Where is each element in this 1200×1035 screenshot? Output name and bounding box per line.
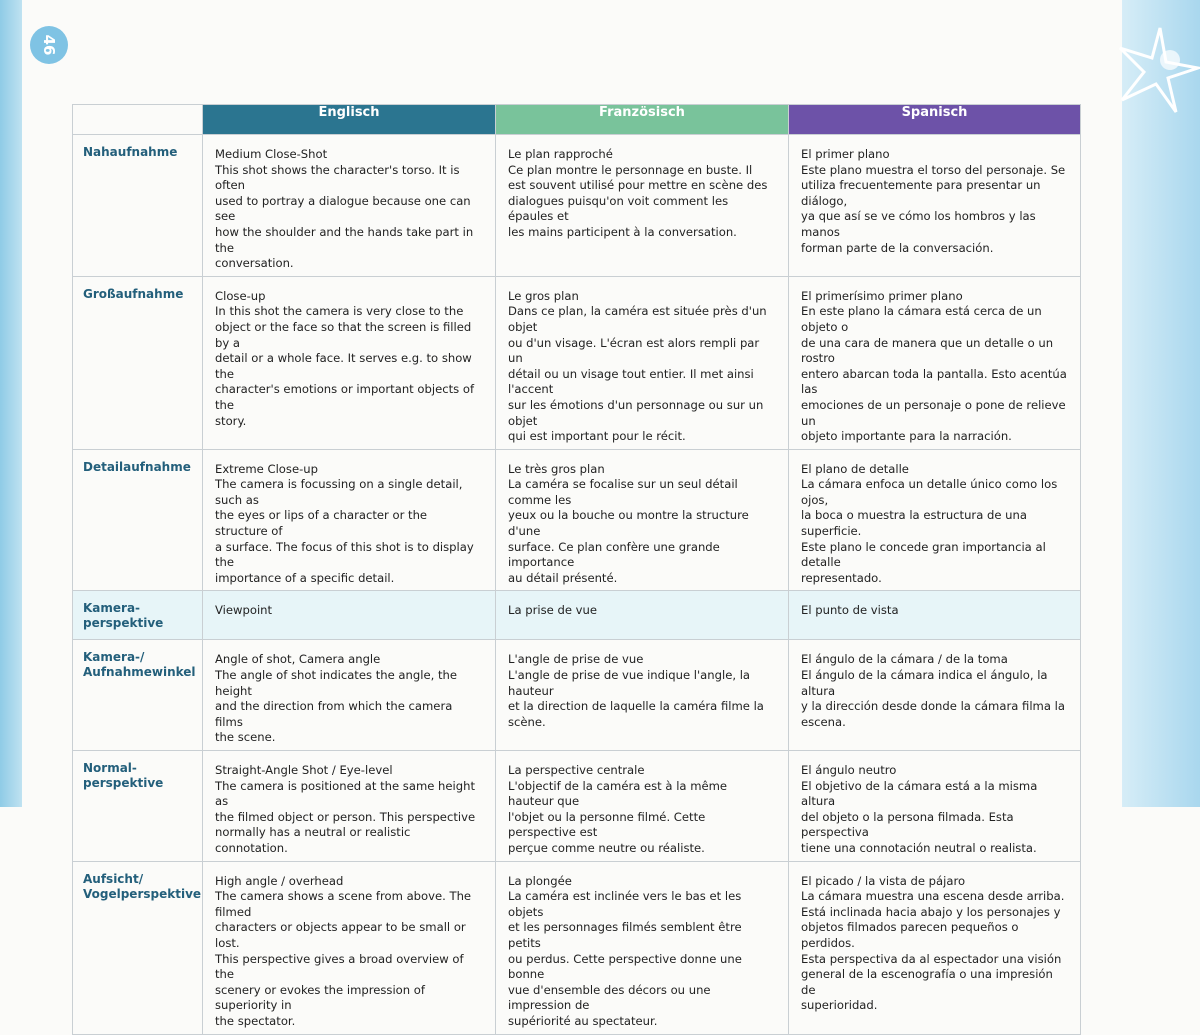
text-line: Ce plan montre le personnage en buste. Il (508, 162, 753, 177)
text-line: Vogelperspektive (83, 886, 202, 901)
header-spanish: Spanisch (789, 105, 1081, 135)
text-line: La perspective centrale (508, 763, 645, 777)
text-line: supériorité au spectateur. (508, 1013, 658, 1028)
french-cell (496, 449, 789, 591)
french-cell (496, 276, 789, 449)
text-line: El picado / la vista de pájaro (801, 873, 966, 888)
text-line: La plongée (508, 873, 572, 888)
text-line: sur les émotions d'un personnage ou sur un objet (508, 397, 764, 428)
text-line: Kamera- (83, 601, 141, 616)
text-line: les mains participent à la conversation. (508, 224, 737, 239)
text-line: L'angle de prise de vue (508, 652, 644, 667)
text-line: the scene. (215, 730, 276, 745)
text-line: En este plano la cámara está cerca de un objeto o (801, 304, 1042, 334)
header-corner (73, 105, 203, 135)
text-line: general de la escenografía o una impresión de (801, 967, 1053, 997)
text-line: Angle of shot, Camera angle (215, 652, 381, 667)
text-line: Großaufnahme (83, 286, 184, 301)
spanish-cell (789, 591, 1081, 640)
spanish-cell (789, 751, 1081, 862)
left-margin-bar (0, 0, 22, 807)
text-line: La cámara enfoca un detalle único como los ojos, (801, 477, 1058, 507)
text-line: The angle of shot indicates the angle, the height (215, 668, 457, 698)
text-line: détail ou un visage tout entier. Il met ainsi l'accent (508, 366, 754, 397)
english-cell (203, 751, 496, 862)
text-line: Aufsicht/ (83, 871, 144, 886)
text-line: El ángulo neutro (801, 763, 897, 777)
spanish-cell (789, 135, 1081, 277)
text-line: The camera is positioned at the same height as (215, 778, 476, 809)
text-line: del objeto o la persona filmada. Esta perspectiva (801, 809, 1014, 840)
text-line: Aufnahmewinkel (83, 665, 196, 680)
text-line: superioridad. (801, 998, 878, 1013)
text-line: La cámara muestra una escena desde arriba. (801, 889, 1065, 904)
text-line: perspektive (83, 616, 164, 631)
spanish-cell (789, 449, 1081, 591)
french-cell (496, 861, 789, 1034)
text-line: normally has a neutral or realistic connotation. (215, 825, 411, 855)
text-line: scène. (508, 714, 546, 729)
text-line: characters or objects appear to be small or lost. (215, 920, 466, 950)
text-line: Dans ce plan, la caméra est située près d'un objet (508, 304, 767, 334)
english-cell (203, 135, 496, 277)
text-line: Close-up (215, 288, 266, 303)
term-cell (73, 276, 203, 449)
text-line: Le très gros plan (508, 461, 605, 476)
text-line: et la direction de laquelle la caméra filme la (508, 699, 764, 714)
header-french: Französisch (496, 105, 789, 135)
text-line: Este plano le concede gran importancia al detalle (801, 539, 1046, 570)
text-line: L'angle de prise de vue indique l'angle, la hauteur (508, 668, 751, 698)
text-line: La caméra est inclinée vers le bas et les objets (508, 889, 742, 919)
text-line: et les personnages filmés semblent être petits (508, 920, 742, 950)
right-margin-bar (1122, 0, 1200, 807)
french-cell (496, 751, 789, 862)
text-line: Normal- (83, 761, 137, 775)
text-line: Extreme Close-up (215, 461, 318, 476)
english-cell (203, 276, 496, 449)
text-line: L'objectif de la caméra est à la même hauteur que (508, 778, 728, 809)
table-row (73, 449, 1081, 591)
header-row (73, 105, 1081, 135)
text-line: ou d'un visage. L'écran est alors rempli par un (508, 335, 760, 366)
text-line: entero abarcan toda la pantalla. Esto acentúa las (801, 366, 1067, 397)
english-cell (203, 640, 496, 751)
table-row (73, 861, 1081, 1034)
text-line: emociones de un personaje o pone de relieve un (801, 397, 1066, 428)
text-line: Le plan rapproché (508, 147, 613, 161)
text-line: conversation. (215, 256, 294, 271)
text-line: l'objet ou la personne filmé. Cette perspective est (508, 809, 706, 840)
text-line: the spectator. (215, 1013, 296, 1028)
text-line: scenery or evokes the impression of superiority in (215, 982, 425, 1013)
text-line: utiliza frecuentemente para presentar un diálogo, (801, 178, 1041, 208)
text-line: The camera is focussing on a single detail, such as (215, 477, 463, 507)
text-line: This shot shows the character's torso. It is often (215, 162, 460, 193)
spanish-cell (789, 640, 1081, 751)
text-line: El primerísimo primer plano (801, 288, 963, 303)
spanish-cell (789, 861, 1081, 1034)
text-line: Esta perspectiva da al espectador una visión (801, 951, 1062, 966)
table-row (73, 276, 1081, 449)
page-number-badge (30, 26, 68, 64)
text-line: Este plano muestra el torso del personaje. Se (801, 162, 1066, 177)
text-line: representado. (801, 570, 882, 585)
text-line: detail or a whole face. It serves e.g. to show the (215, 351, 472, 381)
text-line: la boca o muestra la estructura de una superficie. (801, 508, 1027, 539)
text-line: vue d'ensemble des décors ou une impression de (508, 982, 711, 1013)
text-line: El plano de detalle (801, 461, 909, 476)
text-line: Le gros plan (508, 288, 579, 303)
text-line: qui est important pour le récit. (508, 429, 686, 444)
table-row (73, 640, 1081, 751)
english-cell (203, 591, 496, 640)
text-line: Straight-Angle Shot / Eye-level (215, 763, 393, 777)
text-line: In this shot the camera is very close to the (215, 304, 464, 319)
text-line: La caméra se focalise sur un seul détail comme les (508, 477, 738, 507)
text-line: yeux ou la bouche ou montre la structure d'une (508, 508, 749, 539)
text-line: escena. (801, 714, 846, 729)
film-terms-table (72, 104, 1081, 1035)
text-line: de una cara de manera que un detalle o un rostro (801, 335, 1054, 366)
text-line: how the shoulder and the hands take part in the (215, 224, 474, 255)
table-row (73, 751, 1081, 862)
text-line: forman parte de la conversación. (801, 240, 994, 255)
text-line: perçue comme neutre ou réaliste. (508, 840, 705, 855)
english-cell (203, 449, 496, 591)
text-line: est souvent utilisé pour mettre en scène des (508, 178, 768, 193)
header-english: Englisch (203, 105, 496, 135)
text-line: au détail présenté. (508, 570, 618, 585)
text-line: objetos filmados parecen pequeños o perdidos. (801, 920, 1019, 950)
text-line: Medium Close-Shot (215, 147, 328, 161)
text-line: Está inclinada hacia abajo y los personajes y (801, 904, 1061, 919)
french-cell (496, 640, 789, 751)
text-line: High angle / overhead (215, 873, 344, 888)
text-line: object or the face so that the screen is filled by a (215, 319, 472, 350)
text-line: Detailaufnahme (83, 459, 191, 474)
text-line: story. (215, 413, 247, 428)
text-line: character's emotions or important objects of the (215, 382, 475, 412)
text-line: This perspective gives a broad overview of the (215, 951, 464, 982)
text-line: y la dirección desde donde la cámara filma la (801, 699, 1065, 714)
text-line: ya que así se ve cómo los hombros y las manos (801, 209, 1036, 239)
text-line: Viewpoint (215, 603, 273, 618)
text-line: importance of a specific detail. (215, 570, 395, 585)
text-line: the filmed object or person. This perspective (215, 809, 476, 824)
table-row (73, 591, 1081, 640)
term-cell (73, 449, 203, 591)
text-line: tiene una connotación neutral o realista. (801, 840, 1037, 855)
text-line: El objetivo de la cámara está a la misma altura (801, 778, 1038, 809)
text-line: a surface. The focus of this shot is to display the (215, 539, 474, 570)
term-cell (73, 751, 203, 862)
text-line: dialogues puisqu'on voit comment les épaules et (508, 193, 729, 224)
text-line: El primer plano (801, 147, 890, 161)
text-line: the eyes or lips of a character or the structure of (215, 508, 428, 539)
text-line: Kamera-/ (83, 650, 145, 665)
text-line: ou perdus. Cette perspective donne une bonne (508, 951, 742, 982)
text-line: perspektive (83, 776, 164, 790)
text-line: surface. Ce plan confère une grande importance (508, 539, 720, 570)
page-number: 46 (40, 34, 58, 56)
term-cell (73, 591, 203, 640)
french-cell (496, 591, 789, 640)
star-decoration-icon (1100, 20, 1200, 120)
text-line: The camera shows a scene from above. The filmed (215, 889, 472, 919)
english-cell (203, 861, 496, 1034)
french-cell (496, 135, 789, 277)
table-row (73, 135, 1081, 277)
text-line: used to portray a dialogue because one can see (215, 193, 471, 224)
text-line: El punto de vista (801, 603, 899, 618)
term-cell (73, 861, 203, 1034)
text-line: Nahaufnahme (83, 145, 178, 159)
term-cell (73, 135, 203, 277)
text-line: La prise de vue (508, 603, 597, 618)
term-cell (73, 640, 203, 751)
spanish-cell (789, 276, 1081, 449)
text-line: objeto importante para la narración. (801, 429, 1012, 444)
text-line: and the direction from which the camera films (215, 699, 453, 729)
text-line: El ángulo de la cámara indica el ángulo, la altura (801, 668, 1048, 698)
text-line: El ángulo de la cámara / de la toma (801, 652, 1008, 667)
